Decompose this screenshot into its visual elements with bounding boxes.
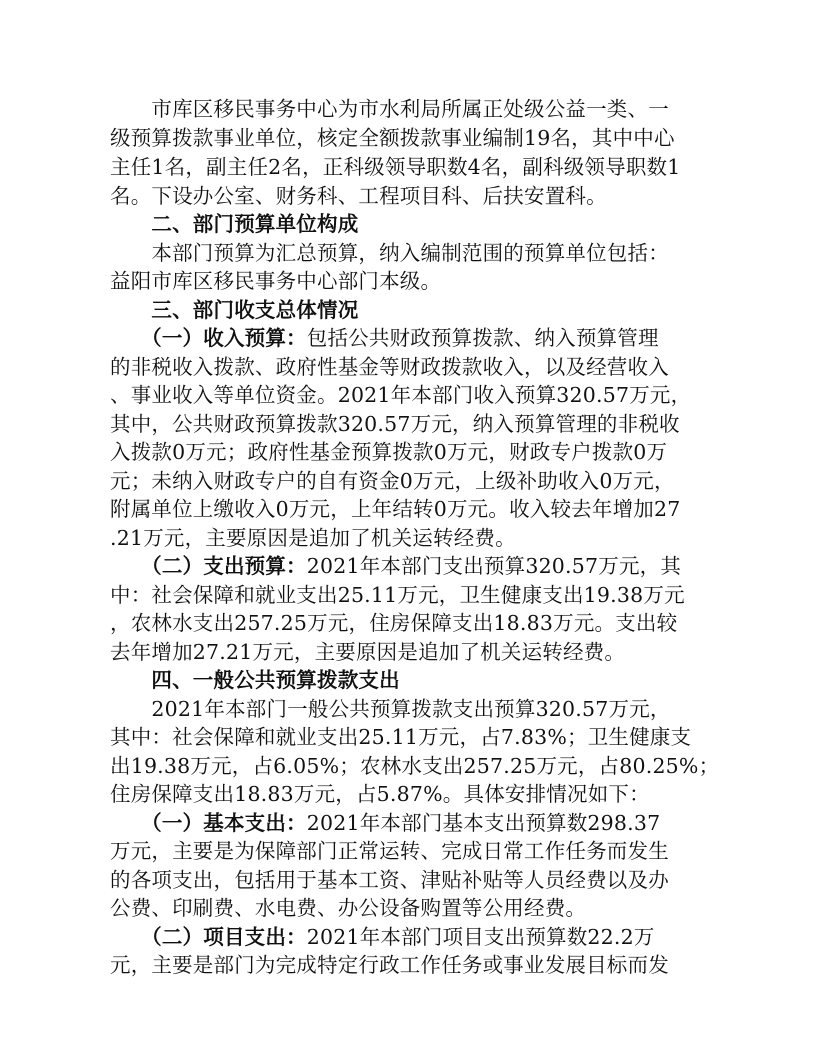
paragraph-line: 住房保障支出18.83万元，占5.87%。具体安排情况如下： bbox=[110, 782, 650, 806]
paragraph-text: 2021年本部门基本支出预算数298.37 bbox=[306, 811, 661, 835]
paragraph-line bbox=[110, 324, 659, 352]
paragraph-line: 去年增加27.21万元，主要原因是追加了机关运转经费。 bbox=[110, 640, 626, 664]
paragraph-line: 名。下设办公室、财务科、工程项目科、后扶安置科。 bbox=[110, 184, 607, 208]
paragraph-text: 包括公共财政预算拨款、纳入预算管理 bbox=[306, 326, 659, 350]
section-heading: 三、部门收支总体情况 bbox=[110, 298, 359, 322]
paragraph-line: .21万元，主要原因是追加了机关运转经费。 bbox=[110, 526, 516, 550]
paragraph-line: 万元，主要是为保障部门正常运转、完成日常工作任务而发生 bbox=[110, 839, 669, 863]
subheading-label: （二）项目支出： bbox=[110, 925, 307, 949]
paragraph-line: 市库区移民事务中心为市水利局所属正处级公益一类、一 bbox=[110, 97, 669, 121]
paragraph-line: 中：社会保障和就业支出25.11万元，卫生健康支出19.38万元 bbox=[110, 583, 685, 607]
paragraph-line: 益阳市库区移民事务中心部门本级。 bbox=[110, 269, 442, 293]
section-heading: 四、一般公共预算拨款支出 bbox=[110, 668, 400, 692]
paragraph-line: 级预算拨款事业单位，核定全额拨款事业编制19名，其中中心 bbox=[110, 126, 675, 150]
paragraph-line: 主任1名，副主任2名，正科级领导职数4名，副科级领导职数1 bbox=[110, 155, 681, 179]
paragraph-line: 、事业收入等单位资金。2021年本部门收入预算320.57万元， bbox=[110, 383, 692, 407]
paragraph-line: 附属单位上缴收入0万元，上年结转0万元。收入较去年增加27 bbox=[110, 497, 681, 521]
paragraph-line: 2021年本部门一般公共预算拨款支出预算320.57万元， bbox=[110, 697, 671, 721]
paragraph-text: 2021年本部门支出预算320.57万元，其 bbox=[306, 554, 682, 578]
paragraph-text: 2021年本部门项目支出预算数22.2万 bbox=[306, 925, 655, 949]
paragraph-line bbox=[110, 923, 655, 951]
paragraph-line: 入拨款0万元；政府性基金预算拨款0万元，财政专户拨款0万 bbox=[110, 440, 668, 464]
subheading-label: （二）支出预算： bbox=[110, 554, 307, 578]
paragraph-line: 其中：社会保障和就业支出25.11万元，占7.83%；卫生健康支 bbox=[110, 725, 692, 749]
paragraph-line: 出19.38万元，占6.05%；农林水支出257.25万元，占80.25%； bbox=[110, 754, 720, 778]
paragraph-line bbox=[110, 809, 660, 837]
paragraph-line: 其中，公共财政预算拨款320.57万元，纳入预算管理的非税收 bbox=[110, 412, 680, 436]
paragraph-line: 元，主要是部门为完成特定行政工作任务或事业发展目标而发 bbox=[110, 953, 669, 977]
section-heading: 二、部门预算单位构成 bbox=[110, 212, 359, 236]
paragraph-line: 元；未纳入财政专户的自有资金0万元，上级补助收入0万元， bbox=[110, 469, 675, 493]
paragraph-line: 本部门预算为汇总预算，纳入编制范围的预算单位包括： bbox=[110, 241, 669, 265]
paragraph-line bbox=[110, 552, 681, 580]
paragraph-line: 公费、印刷费、水电费、办公设备购置等公用经费。 bbox=[110, 896, 587, 920]
paragraph-line: ，农林水支出257.25万元，住房保障支出18.83万元。支出较 bbox=[110, 611, 678, 635]
paragraph-line: 的各项支出，包括用于基本工资、津贴补贴等人员经费以及办 bbox=[110, 868, 669, 892]
subheading-label: （一）基本支出： bbox=[110, 811, 307, 835]
subheading-label: （一）收入预算： bbox=[110, 326, 307, 350]
paragraph-line: 的非税收入拨款、政府性基金等财政拨款收入，以及经营收入 bbox=[110, 355, 669, 379]
